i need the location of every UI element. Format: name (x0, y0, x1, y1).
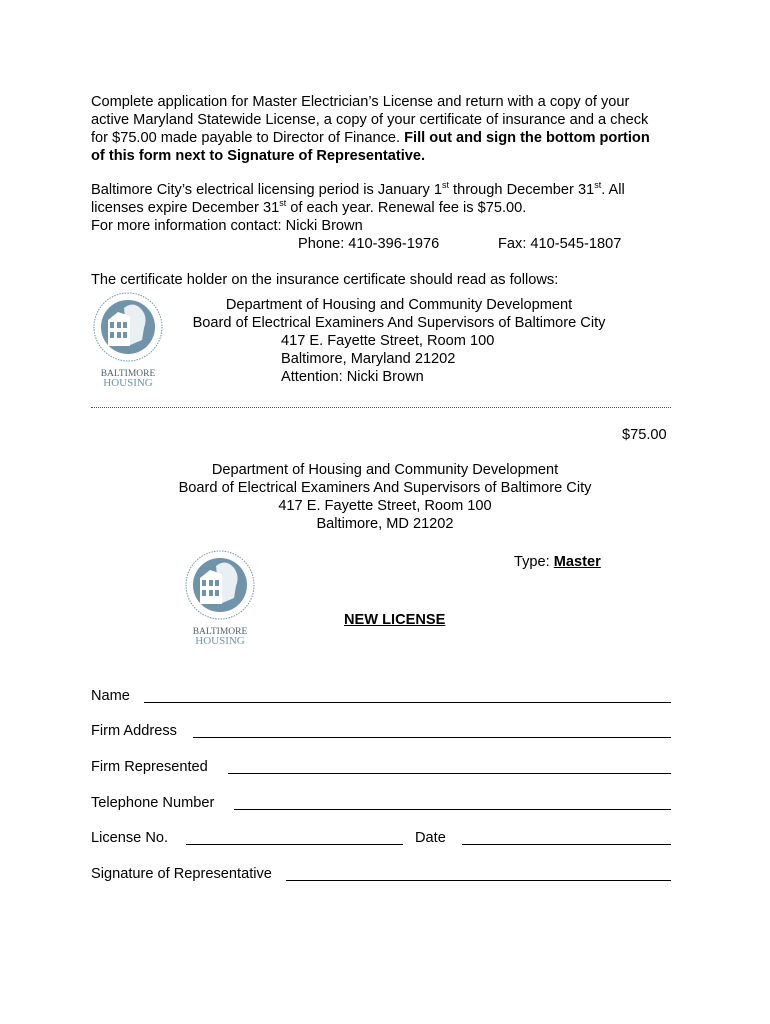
firm-address-label: Firm Address (91, 723, 177, 739)
signature-field[interactable] (286, 880, 671, 881)
baltimore-housing-logo (90, 290, 166, 395)
signature-label: Signature of Representative (91, 866, 272, 882)
contact-line: For more information contact: Nicki Brown (91, 218, 363, 234)
dept-line-1: Department of Housing and Community Development (211, 462, 559, 478)
intro-line-3: for $75.00 made payable to Director of Finance. Fill out and sign the bottom portion (91, 130, 650, 146)
fax-number: Fax: 410-545-1807 (498, 236, 622, 252)
cert-line-5: Attention: Nicki Brown (281, 369, 424, 385)
name-label: Name (91, 688, 130, 704)
seal-icon (90, 290, 166, 390)
license-no-label: License No. (91, 830, 169, 846)
logo2-word-baltimore: BALTIMORE (192, 627, 248, 637)
fee-amount: $75.00 (622, 427, 667, 443)
cert-line-1: Department of Housing and Community Development (225, 297, 573, 313)
logo-word-baltimore: BALTIMORE (100, 369, 156, 379)
phone-number: Phone: 410-396-1976 (298, 236, 440, 252)
intro-bold-instruction: Fill out and sign the bottom portion (404, 130, 650, 146)
cert-line-2: Board of Electrical Examiners And Supervisors of Baltimore City (192, 315, 606, 331)
certificate-address-lower (281, 332, 494, 386)
department-address-block (135, 461, 635, 533)
dept-line-2: Board of Electrical Examiners And Supervisors of Baltimore City (178, 480, 592, 496)
intro-paragraph (91, 93, 691, 165)
certificate-address-block (176, 296, 622, 332)
period-line-1: Baltimore City’s electrical licensing period is January 1st through December 31st. All (91, 180, 625, 198)
name-field[interactable] (144, 702, 671, 703)
date-field[interactable] (462, 844, 671, 845)
tear-off-divider (91, 407, 671, 408)
baltimore-housing-logo-2 (182, 548, 258, 653)
dept-line-4: Baltimore, MD 21202 (316, 516, 454, 532)
certificate-heading: The certificate holder on the insurance certificate should read as follows: (91, 272, 559, 288)
dept-line-3: 417 E. Fayette Street, Room 100 (278, 498, 492, 514)
new-license-heading: NEW LICENSE (344, 612, 446, 628)
telephone-field[interactable] (234, 809, 671, 810)
firm-address-field[interactable] (193, 737, 671, 738)
license-type-value: Master (553, 554, 601, 570)
logo2-word-housing: HOUSING (195, 635, 245, 647)
intro-line-1: Complete application for Master Electrician’s License and return with a copy of your (91, 94, 630, 110)
license-no-field[interactable] (186, 844, 403, 845)
seal-icon-2 (182, 548, 258, 648)
firm-represented-label: Firm Represented (91, 759, 208, 775)
licensing-period-paragraph (91, 181, 691, 235)
telephone-label: Telephone Number (91, 795, 215, 811)
firm-represented-field[interactable] (228, 773, 671, 774)
intro-line-2: active Maryland Statewide License, a copy of your certificate of insurance and a check (91, 112, 649, 128)
period-line-2: licenses expire December 31st of each year. Renewal fee is $75.00. (91, 198, 527, 216)
logo-word-housing: HOUSING (103, 377, 153, 389)
intro-line-4: of this form next to Signature of Representative. (91, 148, 426, 164)
license-type: Type: Master (514, 554, 601, 570)
cert-line-3: 417 E. Fayette Street, Room 100 (281, 333, 495, 349)
date-label: Date (415, 830, 446, 846)
cert-line-4: Baltimore, Maryland 21202 (281, 351, 456, 367)
